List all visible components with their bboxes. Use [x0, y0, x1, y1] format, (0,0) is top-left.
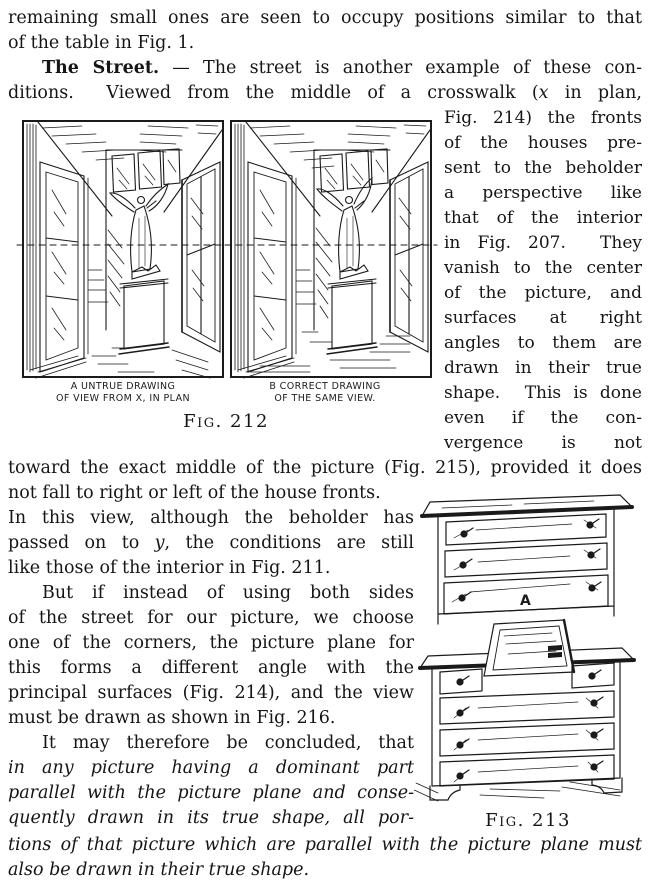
- text: ditions. Viewed from the middle of a crosswalk (: [8, 83, 539, 103]
- mid-text-line: [8, 456, 642, 481]
- corridor-steps: [88, 270, 108, 302]
- paragraph-top: [8, 6, 642, 106]
- text-line: angles to them are: [444, 333, 642, 353]
- windows: [112, 149, 180, 192]
- floor-shading: [238, 332, 410, 372]
- text-line: [8, 531, 414, 556]
- text: of the table in Fig. 1.: [8, 33, 195, 53]
- windows: [320, 149, 388, 192]
- text: remaining small ones are seen to occupy positions similar to that: [8, 8, 642, 28]
- text-line: even if the con-: [444, 408, 642, 428]
- text-line: in Fig. 207. They: [444, 233, 642, 253]
- gallery-interior-drawing-a: [22, 120, 224, 378]
- corridor-steps: [296, 270, 316, 304]
- text-line: must be drawn as shown in Fig. 216.: [8, 708, 336, 728]
- right-display-case: [182, 162, 220, 352]
- text-line: not fall to right or left of the house fronts.: [8, 483, 381, 503]
- text-line: [8, 31, 642, 56]
- bracket-feet: [430, 778, 622, 800]
- right-display-case: [390, 162, 428, 352]
- text-line: shape. This is done: [444, 383, 642, 403]
- caption-line: A UNTRUE DRAWING: [70, 381, 176, 392]
- text-line: vanish to the center: [444, 258, 642, 278]
- figure-212-panels: [8, 120, 444, 378]
- text: passed on to: [8, 533, 155, 553]
- text-line: But if instead of using both sides: [42, 583, 414, 603]
- gallery-interior-drawing-b: [230, 120, 432, 378]
- column-left: [8, 481, 414, 833]
- winged-statue: [317, 178, 377, 354]
- figure-213-label: Fig. 213: [485, 810, 571, 831]
- text-line: vergence is not: [444, 433, 642, 453]
- text: , the conditions are still: [164, 533, 414, 553]
- drawer-label: A: [520, 593, 531, 609]
- floor-shading: [30, 348, 210, 378]
- figure-caption-a: [22, 381, 224, 405]
- text-line: sent to the beholder: [444, 158, 642, 178]
- winged-statue: [110, 184, 169, 354]
- text-line: this forms a different angle with the: [8, 658, 414, 678]
- wall-edges: [38, 122, 222, 216]
- text-line: that of the interior: [444, 208, 642, 228]
- lower-chest: [414, 620, 634, 801]
- ground-hatch: [414, 782, 620, 801]
- open-door-hatch: [235, 124, 244, 372]
- text: — The street is another example of these con-: [159, 58, 642, 78]
- text-line: a perspective like: [444, 183, 642, 203]
- caption-line: OF VIEW FROM X, IN PLAN: [56, 393, 190, 404]
- text-line: principal surfaces (Fig. 214), and the view: [8, 683, 414, 703]
- text: y: [154, 533, 165, 553]
- text-line: of the picture, and: [444, 283, 642, 303]
- text-line: surfaces at right: [444, 308, 642, 328]
- text-line: Fig. 214) the fronts: [444, 108, 642, 128]
- text-line: like those of the interior in Fig. 211.: [8, 558, 331, 578]
- wall-shading: [316, 228, 332, 318]
- run-in-heading: The Street.: [42, 58, 160, 78]
- text-line: [8, 56, 642, 81]
- wall-shading: [108, 230, 124, 306]
- chest-of-drawers-drawing: [414, 486, 642, 804]
- caption-line: OF THE SAME VIEW.: [274, 393, 376, 404]
- figure-212: [8, 106, 444, 456]
- column-right: [444, 106, 642, 456]
- text: toward the exact middle of the picture (Fig. 215), provided it does: [8, 458, 642, 478]
- text-line: tions of that picture which are parallel with the picture plane must: [8, 835, 642, 855]
- text-line: of the street for our picture, we choose: [8, 608, 414, 628]
- caption-line: B CORRECT DRAWING: [269, 381, 381, 392]
- text-and-figure-row: [8, 481, 642, 833]
- text-line: [8, 6, 642, 31]
- left-door-case: [248, 162, 292, 372]
- figure-caption-b: [224, 381, 426, 405]
- paragraph-bottom: [8, 833, 642, 883]
- figure-212-captions: [8, 381, 444, 405]
- text-line: one of the corners, the picture plane for: [8, 633, 414, 653]
- text-line: in any picture having a dominant part: [8, 758, 414, 778]
- ceiling-hatch: [250, 125, 426, 168]
- text-line: It may therefore be concluded, that: [42, 733, 414, 753]
- text-line: parallel with the picture plane and conse-: [8, 783, 414, 803]
- text-line: of the houses pre-: [444, 133, 642, 153]
- wall-edges: [246, 122, 430, 216]
- left-door-case: [40, 162, 84, 372]
- figure-213: [414, 481, 642, 833]
- text-line: also be drawn in their true shape.: [8, 860, 310, 880]
- text: x: [538, 83, 549, 103]
- text-line: In this view, although the beholder has: [8, 508, 414, 528]
- figure-and-text-row: [8, 106, 642, 456]
- text-line: [8, 81, 642, 106]
- text-line: quently drawn in its true shape, all por-: [8, 808, 414, 828]
- text-line: drawn in their true: [444, 358, 642, 378]
- text: in plan,: [548, 83, 642, 103]
- figure-212-label: Fig. 212: [183, 411, 269, 432]
- open-door-hatch: [27, 124, 36, 372]
